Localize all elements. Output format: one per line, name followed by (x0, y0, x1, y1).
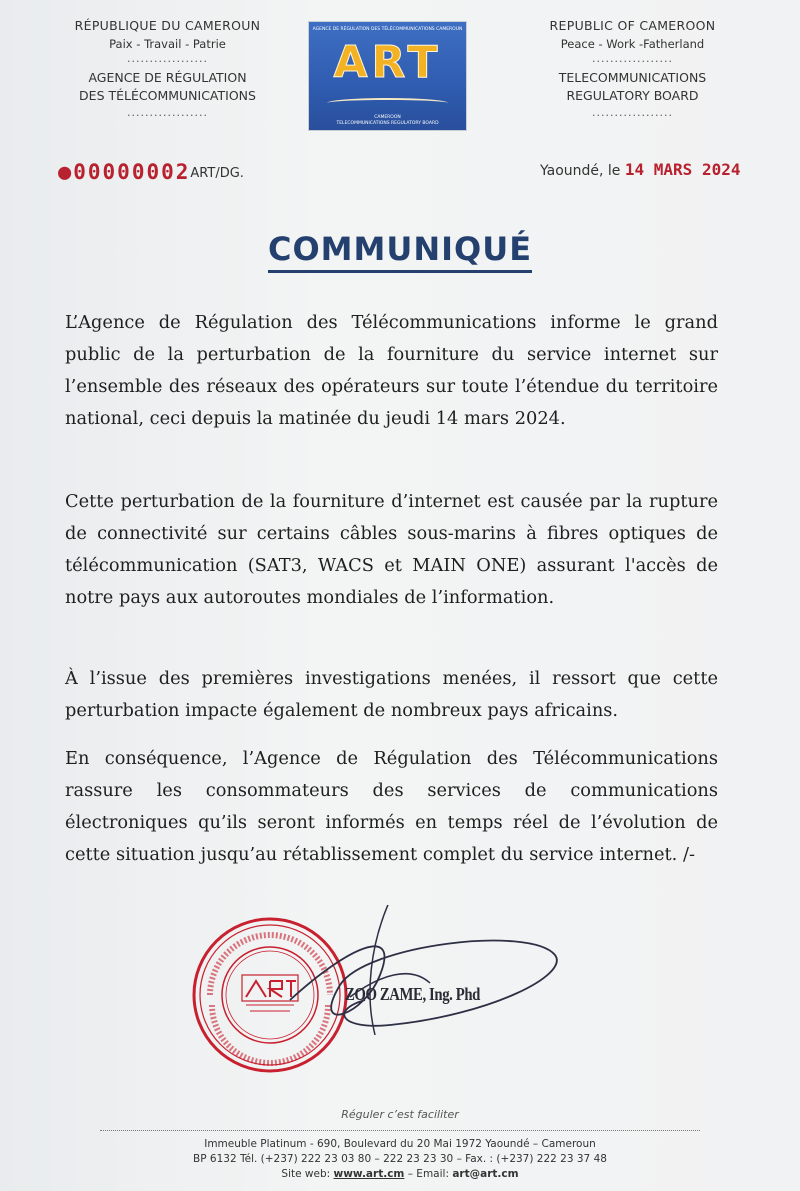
logo-wing-icon (327, 98, 448, 108)
footer-email-label: – Email: (407, 1168, 449, 1180)
footer-motto: Réguler c’est faciliter (341, 1108, 459, 1121)
header-right-divider: .................. (592, 52, 673, 65)
title-text: COMMUNIQUÉ (268, 230, 532, 273)
logo-bottom-line1: CAMEROON (374, 115, 401, 120)
handwritten-signature-icon (290, 905, 557, 1035)
body-paragraph-3: À l’issue des premières investigations menées, il ressort que cette perturbation impacte également de nombreux pays africains. (65, 668, 718, 721)
header-right-country: REPUBLIC OF CAMEROON (549, 18, 716, 33)
official-seal-icon (194, 919, 346, 1071)
footer-web-email (0, 1168, 800, 1180)
logo-bottom-line2: TELECOMMUNICATIONS REGULATORY BOARD (336, 120, 439, 126)
footer-web-label: Site web: (281, 1168, 331, 1180)
reference-digits: 00000002 (73, 160, 191, 184)
footer-address: Immeuble Platinum - 690, Boulevard du 20 Mai 1972 Yaoundé – Cameroun (204, 1138, 596, 1150)
header-left-country: RÉPUBLIQUE DU CAMEROUN (74, 18, 261, 33)
letter-date (540, 160, 740, 179)
reference-suffix: ART/DG. (190, 166, 244, 181)
footer-divider (100, 1130, 700, 1131)
art-logo (309, 22, 466, 130)
date-stamp: 14 MARS 2024 (624, 160, 741, 179)
header-left-divider: .................. (127, 52, 208, 65)
header-right-agency-1: TELECOMMUNICATIONS (558, 70, 707, 85)
header-right-block (525, 18, 740, 123)
footer-contact: BP 6132 Tél. (+237) 222 23 03 80 – 222 23 23 30 – Fax. : (+237) 222 23 37 48 (193, 1153, 607, 1165)
header-left-agency-2: DES TÉLÉCOMMUNICATIONS (79, 88, 256, 103)
body-paragraph-1: L’Agence de Régulation des Télécommunications informe le grand public de la perturbation de la fourniture du service internet sur l’ensemble des réseaux des opérateurs sur toute l’étendue du territoire national, ceci depuis la matinée du jeudi 14 mars 2024. (65, 312, 718, 429)
body-paragraph-2: Cette perturbation de la fourniture d’internet est causée par la rupture de connectivité sur certains câbles sous-marins à fibres optiques de télécommunication (SAT3, WACS et MAIN ONE) assurant l'accès de notre pays aux autoroutes mondiales de l’information. (65, 491, 718, 608)
reference-stamp (58, 160, 190, 184)
logo-letters: ART (333, 37, 442, 88)
footer-website-link[interactable]: www.art.cm (333, 1168, 405, 1180)
header-right-divider-2: .................. (592, 106, 673, 119)
body-paragraph-4: En conséquence, l’Agence de Régulation des Télécommunications rassure les consommateurs des services de communications électroniques qu’ils seront informés en temps réel de l’évolution de cette situation jusqu’au rétablissement complet du service internet. /- (65, 748, 718, 865)
header-left-motto: Paix - Travail - Patrie (109, 37, 226, 51)
signer-name: ZOO ZAME, Ing. Phd (345, 984, 480, 1004)
date-prefix: Yaoundé, le (540, 163, 621, 179)
reference-number (58, 160, 244, 185)
header-left-block (60, 18, 275, 123)
header-left-agency-1: AGENCE DE RÉGULATION (88, 70, 247, 85)
footer-email-link[interactable]: art@art.cm (452, 1168, 519, 1180)
logo-bottom-text (309, 115, 466, 126)
header-right-motto: Peace - Work -Fatherland (560, 37, 705, 51)
header-left-divider-2: .................. (127, 106, 208, 119)
header-right-agency-2: REGULATORY BOARD (566, 88, 699, 103)
logo-top-text: AGENCE DE RÉGULATION DES TÉLÉCOMMUNICATIONS CAMEROUN (312, 27, 463, 32)
page-title (0, 230, 800, 268)
stamp-dot-icon: ● (58, 160, 74, 185)
